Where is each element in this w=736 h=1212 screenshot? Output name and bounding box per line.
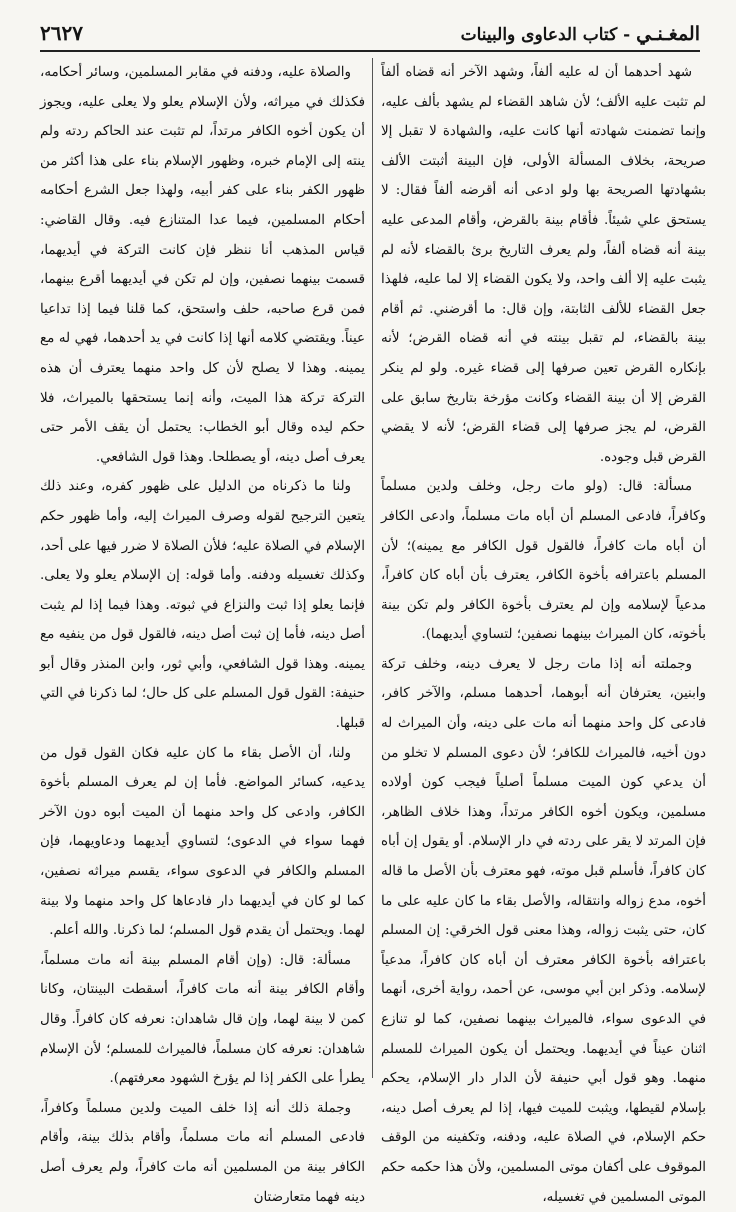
right-text-column <box>381 58 706 1205</box>
book-title: المغـنـي <box>636 23 700 45</box>
paragraph: شهد أحدهما أن له عليه ألفاً، وشهد الآخر أنه قضاه ألفاً لم تثبت عليه الألف؛ لأن شاهد القضاء لم يشهد بألف عليه، وإنما تضمنت شهادته أنها كانت عليه، والشهادة لا تقبل إلا صريحة، بخلاف المسألة الأولى، فإن البينة أثبتت الألف بشهادتها الصريحة بها ولو ادعى أنه أقرضه ألفاً فقال: لا يستحق علي شيئاً. فأقام بينة بالقرض، وأقام المدعى عليه بينة أنه قضاه ألفاً، ولم يعرف التاريخ برئ بالقضاء لأنه لم يثبت عليه إلا ألف واحد، ولا يكون القضاء إلا لما عليه، فلهذا جعل القضاء للألف الثابتة، وإن قال: ما أقرضني. ثم أقام بينة بالقضاء، لم تقبل بينته في أنه قضاه القرض؛ لأنه بإنكاره القرض تعين صرفها إلى قضاء غيره. ولو لم ينكر القرض إلا أن بينة القضاء وكانت مؤرخة بتاريخ سابق على القرض، لم يجز صرفها إلى قضاء القرض؛ لأنه لا يقضي القرض قبل وجوده. <box>381 65 706 465</box>
page-header <box>40 14 700 52</box>
chapter-title: كتاب الدعاوى والبينات <box>460 25 618 45</box>
paragraph: مسألة: قال: (ولو مات رجل، وخلف ولدين مسلماً وكافراً، فادعى المسلم أن أباه مات مسلماً، وادعى الكافر أن أباه مات كافراً، فالقول قول الكافر مع يمينه)؛ لأن المسلم باعترافه بأخوة الكافر، يعترف بأن أباه كان كافراً، مدعياً لإسلامه وإن لم يعترف بأخوة الكافر ولم تكن بينة بأخوته، كان الميراث بينهما نصفين؛ لتساوي أيديهما). <box>381 479 706 643</box>
paragraph: وجملته أنه إذا مات رجل لا يعرف دينه، وخلف تركة وابنين، يعترفان أنه أبوهما، أحدهما مسلم، والآخر كافر، فادعى كل واحد منهما أنه مات على دينه، وأن الميراث له دون أخيه، فالميراث للكافر؛ لأن دعوى المسلم لا تخلو من أن يدعي كون الميت مسلماً أصلياً فيجب كون أولاده مسلمين، ويكون أخوه الكافر مرتداً، وهذا خلاف الظاهر، فإن المرتد لا يقر على ردته في دار الإسلام. أو يقول إن أباه كان كافراً، فأسلم قبل موته، فهو معترف بأن الأصل ما قاله أخوه، مدع زواله وانتقاله، والأصل بقاء ما كان عليه على ما كان، حتى يثبت زواله، وهذا معنى قول الخرقي: إن المسلم باعترافه بأخوة الكافر معترف أن أباه كان كافراً، مدعياً لإسلامه. وذكر ابن أبي موسى، عن أحمد، رواية أخرى، أنهما في الدعوى سواء، فالميراث بينهما نصفين، كما لو تنازع اثنان عيناً في أيديهما. ويحتمل أن يكون الميراث للمسلم منهما. وهو قول أبي حنيفة لأن الدار دار الإسلام، يحكم بإسلام لقيطها، ويثبت للميت فيها، إذا لم يعرف أصل دينه، حكم الإسلام، في الصلاة عليه، ودفنه، وتكفينه من الوقف الموقوف على أكفان موتى المسلمين، ولأن هذا حكمه حكم الموتى المسلمين في تغسيله، <box>381 656 706 1205</box>
paragraph: وجملة ذلك أنه إذا خلف الميت ولدين مسلماً وكافراً، فادعى المسلم أنه مات مسلماً، وأقام بذلك بينة، وأقام الكافر بينة من المسلمين أنه مات كافراً، ولم يعرف أصل دينه فهما متعارضتان <box>40 1100 365 1205</box>
paragraph: ولنا ما ذكرناه من الدليل على ظهور كفره، وعند ذلك يتعين الترجيح لقوله وصرف الميراث إليه، وأما ظهور حكم الإسلام في الصلاة عليه؛ فلأن الصلاة لا ضرر فيها على أحد، وكذلك تغسيله ودفنه. وأما قوله: إن الإسلام يعلو ولا يعلى. فإنما يعلو إذا ثبت والنزاع في ثبوته. وهذا فيما إذا لم يثبت أصل دينه، فأما إن ثبت أصل دينه، فالقول قول من ينفيه مع يمينه. وهذا قول الشافعي، وأبي ثور، وابن المنذر وقال أبو حنيفة: القول قول المسلم على كل حال؛ لما ذكرنا في التي قبلها. <box>40 479 365 732</box>
left-text-column <box>40 58 365 1205</box>
paragraph: مسألة: قال: (وإن أقام المسلم بينة أنه مات مسلماً، وأقام الكافر بينة أنه مات كافراً، أسقطت البينتان، وكانا كمن لا بينة لهما، وإن قال شاهدان: نعرفه كان كافراً. وقال شاهدان: نعرفه كان مسلماً، فالميراث للمسلم؛ لأن الإسلام يطرأ على الكفر إذا لم يؤرخ الشهود معرفتهم). <box>40 952 365 1087</box>
column-divider <box>372 58 373 1078</box>
page-number: ٢٦٢٧ <box>40 21 83 45</box>
title-separator: - <box>617 25 637 45</box>
paragraph: والصلاة عليه، ودفنه في مقابر المسلمين، وسائر أحكامه، فكذلك في ميراثه، ولأن الإسلام يعلو ولا يعلى عليه، ويجوز أن يكون أخوه الكافر مرتداً، لم تثبت عند الحاكم ردته ولم ينته إلى الإمام خبره، وظهور الإسلام بناء على هذا أكثر من ظهور الكفر بناء على كفر أبيه، ولهذا جعل الشرع أحكامه أحكام المسلمين، فيما عدا المتنازع فيه. وقال القاضي: قياس المذهب أنا ننظر فإن كانت التركة في أيديهما، قسمت بينهما نصفين، وإن لم تكن في أيديهما أقرع بينهما، فمن قرع صاحبه، حلف واستحق، كما قلنا فيما إذا تداعيا عيناً. ويقتضي كلامه أنها إذا كانت في يد أحدهما، فهي له مع يمينه. وهذا لا يصلح لأن كل واحد منهما يعترف أن هذه التركة تركة هذا الميت، وأنه إنما يستحقها بالميراث، فلا حكم ليده وقال أبو الخطاب: يحتمل أن يقف الأمر حتى يعرف أصل دينه، أو يصطلحا. وهذا قول الشافعي. <box>40 65 365 465</box>
running-title <box>461 23 700 45</box>
paragraph: ولنا، أن الأصل بقاء ما كان عليه فكان القول قول من يدعيه، كسائر المواضع. فأما إن لم يعرف المسلم بأخوة الكافر، وادعى كل واحد منهما أن الميت أبوه دون الآخر فهما سواء في الدعوى؛ لتساوي أيديهما ودعاويهما، فإن المسلم والكافر في الدعوى سواء، يقسم ميراثه نصفين، كما لو كان في أيديهما دار فادعاها كل واحد منهما ولا بينة لهما. ويحتمل أن يقدم قول المسلم؛ لما ذكرنا. والله أعلم. <box>40 745 365 939</box>
